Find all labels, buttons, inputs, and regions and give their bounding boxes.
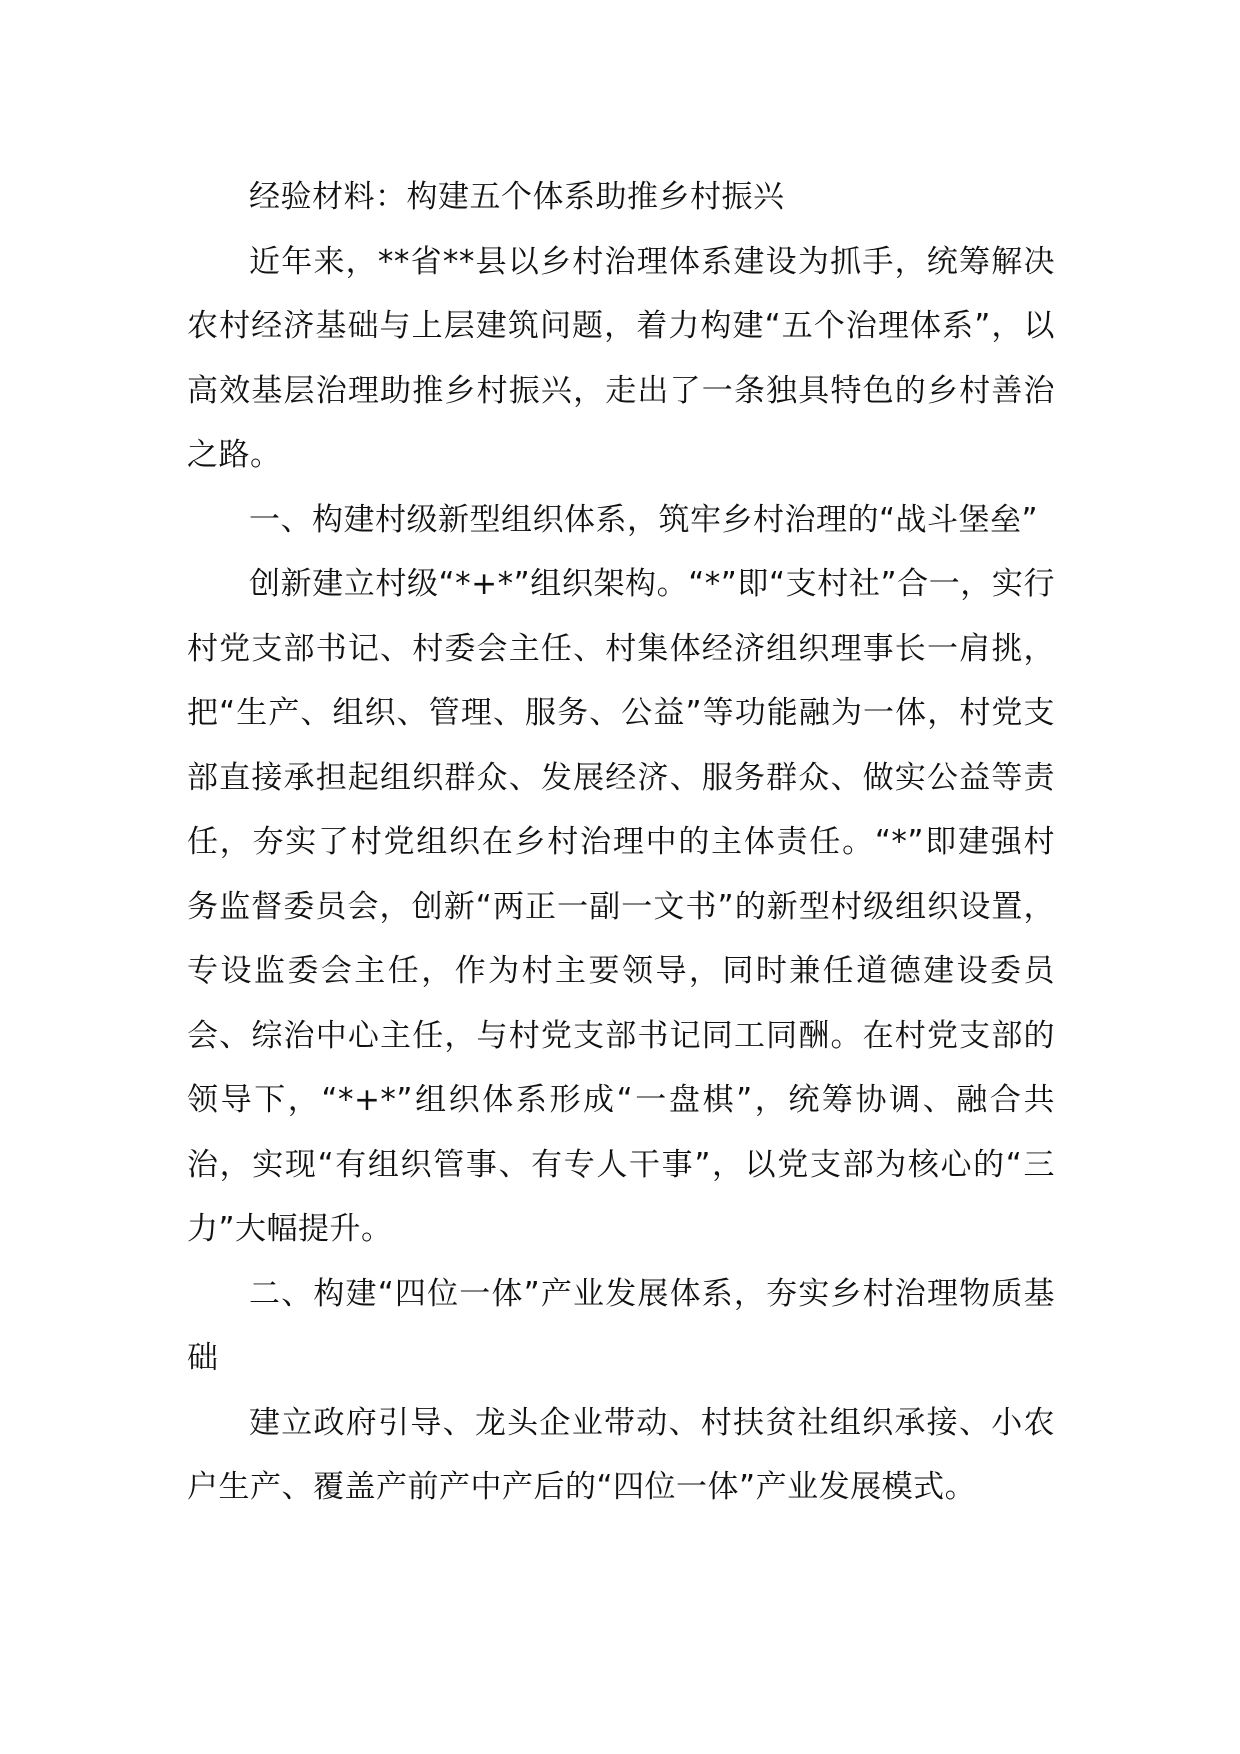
document-title: 经验材料：构建五个体系助推乡村振兴: [249, 179, 785, 215]
paragraph-section-2: 建立政府引导、龙头企业带动、村扶贫社组织承接、小农户生产、覆盖产前产中产后的“四位一体”产业发展模式。: [187, 1404, 1055, 1505]
paragraph-intro: 近年来，**省**县以乡村治理体系建设为抓手，统筹解决农村经济基础与上层建筑问题，着力构建“五个治理体系”，以高效基层治理助推乡村振兴，走出了一条独具特色的乡村善治之路。: [187, 243, 1055, 473]
paragraph-section-1: 创新建立村级“*+*”组织架构。“*”即“支村社”合一，实行村党支部书记、村委会主任、村集体经济组织理事长一肩挑，把“生产、组织、管理、服务、公益”等功能融为一体，村党支部直接承担起组织群众、发展经济、服务群众、做实公益等责任，夯实了村党组织在乡村治理中的主体责任。“*”即建强村务监督委员会，创新“两正一副一文书”的新型村级组织设置，专设监委会主任，作为村主要领导，同时兼任道德建设委员会、综治中心主任，与村党支部书记同工同酬。在村党支部的领导下，“*+*”组织体系形成“一盘棋”，统筹协调、融合共治，实现“有组织管事、有专人干事”，以党支部为核心的“三力”大幅提升。: [187, 566, 1055, 1247]
document-body: [187, 165, 1055, 1520]
section-heading-2: 二、构建“四位一体”产业发展体系，夯实乡村治理物质基础: [187, 1275, 1055, 1376]
section-heading-1: 一、构建村级新型组织体系，筑牢乡村治理的“战斗堡垒”: [249, 501, 1039, 538]
